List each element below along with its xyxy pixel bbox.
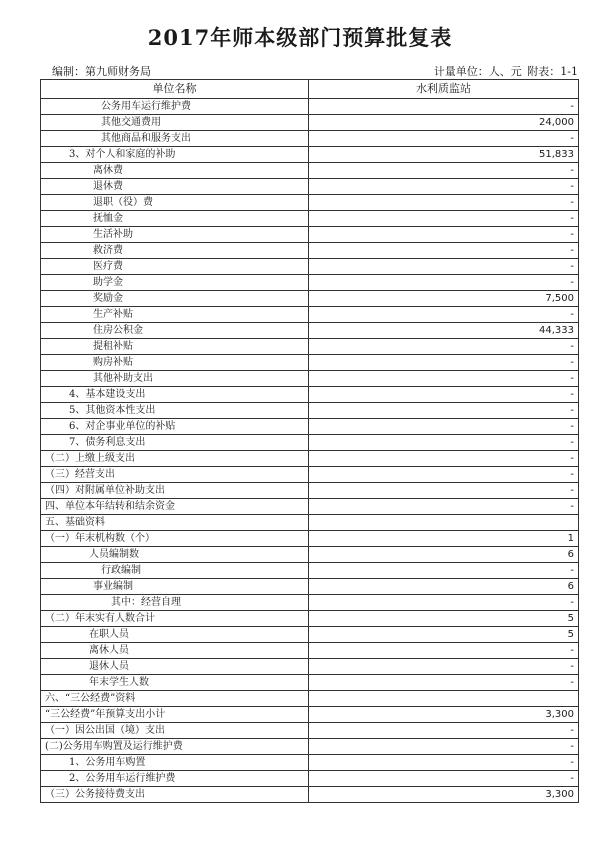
row-label: 生活补助: [41, 227, 309, 243]
row-value: -: [309, 131, 579, 147]
table-header-row: [41, 80, 579, 99]
row-value: 3,300: [309, 787, 579, 803]
row-label: （二）年末实有人数合计: [41, 611, 309, 627]
row-value: -: [309, 211, 579, 227]
row-value: 44,333: [309, 323, 579, 339]
table-row: [41, 723, 579, 739]
row-label: （三）经营支出: [41, 467, 309, 483]
row-value: [309, 515, 579, 531]
table-row: [41, 403, 579, 419]
table-row: [41, 147, 579, 163]
row-value: -: [309, 643, 579, 659]
column-header-name: 单位名称: [41, 80, 309, 99]
table-row: [41, 611, 579, 627]
table-row: [41, 467, 579, 483]
row-value: -: [309, 163, 579, 179]
row-label: 其他补助支出: [41, 371, 309, 387]
table-row: [41, 211, 579, 227]
row-value: 5: [309, 611, 579, 627]
table-row: [41, 195, 579, 211]
table-row: [41, 259, 579, 275]
table-row: [41, 659, 579, 675]
row-value: -: [309, 355, 579, 371]
row-label: 退休人员: [41, 659, 309, 675]
row-label: 7、债务利息支出: [41, 435, 309, 451]
row-value: -: [309, 387, 579, 403]
row-label: 提租补贴: [41, 339, 309, 355]
table-row: [41, 691, 579, 707]
row-label: 其他商品和服务支出: [41, 131, 309, 147]
page-title: 2017年师本级部门预算批复表: [147, 25, 453, 50]
row-label: 其他交通费用: [41, 115, 309, 131]
row-label: （三）公务接待费支出: [41, 787, 309, 803]
row-value: -: [309, 99, 579, 115]
table-row: [41, 627, 579, 643]
row-value: -: [309, 595, 579, 611]
row-value: -: [309, 307, 579, 323]
row-label: 4、基本建设支出: [41, 387, 309, 403]
row-label: 五、基础资料: [41, 515, 309, 531]
row-label: 退职（役）费: [41, 195, 309, 211]
table-row: [41, 755, 579, 771]
row-label: 人员编制数: [41, 547, 309, 563]
row-value: 1: [309, 531, 579, 547]
table-row: [41, 515, 579, 531]
table-row: [41, 771, 579, 787]
row-label: 其中：经营自理: [41, 595, 309, 611]
compiler-label: 编制：第九师财务局: [52, 65, 151, 78]
row-label: 公务用车运行维护费: [41, 99, 309, 115]
row-label: 奖励金: [41, 291, 309, 307]
table-row: [41, 595, 579, 611]
row-label: 在职人员: [41, 627, 309, 643]
table-row: [41, 499, 579, 515]
row-label: 生产补贴: [41, 307, 309, 323]
row-value: 3,300: [309, 707, 579, 723]
table-row: [41, 99, 579, 115]
row-value: 51,833: [309, 147, 579, 163]
table-row: [41, 707, 579, 723]
row-label: 行政编制: [41, 563, 309, 579]
table-row: [41, 115, 579, 131]
row-value: -: [309, 467, 579, 483]
row-value: -: [309, 227, 579, 243]
row-label: 年末学生人数: [41, 675, 309, 691]
table-row: [41, 563, 579, 579]
row-label: 1、公务用车购置: [41, 755, 309, 771]
row-value: -: [309, 755, 579, 771]
row-label: （四）对附属单位补助支出: [41, 483, 309, 499]
row-label: 退休费: [41, 179, 309, 195]
table-row: [41, 387, 579, 403]
table-row: [41, 339, 579, 355]
table-row: [41, 643, 579, 659]
row-label: （一）年末机构数（个）: [41, 531, 309, 547]
row-label: 救济费: [41, 243, 309, 259]
table-row: [41, 163, 579, 179]
row-value: -: [309, 675, 579, 691]
row-label: 助学金: [41, 275, 309, 291]
row-label: 购房补贴: [41, 355, 309, 371]
row-label: 离休费: [41, 163, 309, 179]
table-row: [41, 787, 579, 803]
row-label: 离休人员: [41, 643, 309, 659]
table-row: [41, 531, 579, 547]
table-row: [41, 579, 579, 595]
table-row: [41, 435, 579, 451]
row-label: （二）上缴上级支出: [41, 451, 309, 467]
row-label: “三公经费”年预算支出小计: [41, 707, 309, 723]
budget-table: [40, 79, 579, 803]
row-label: 事业编制: [41, 579, 309, 595]
row-value: 24,000: [309, 115, 579, 131]
row-value: -: [309, 403, 579, 419]
row-value: -: [309, 563, 579, 579]
row-value: -: [309, 771, 579, 787]
row-value: -: [309, 339, 579, 355]
row-value: -: [309, 451, 579, 467]
row-label: 医疗费: [41, 259, 309, 275]
table-row: [41, 291, 579, 307]
row-value: -: [309, 195, 579, 211]
row-label: 住房公积金: [41, 323, 309, 339]
table-row: [41, 483, 579, 499]
row-value: -: [309, 243, 579, 259]
row-value: -: [309, 723, 579, 739]
row-value: -: [309, 179, 579, 195]
row-label: 3、对个人和家庭的补助: [41, 147, 309, 163]
row-value: -: [309, 659, 579, 675]
table-row: [41, 419, 579, 435]
row-label: 5、其他资本性支出: [41, 403, 309, 419]
row-label: （一）因公出国（境）支出: [41, 723, 309, 739]
table-row: [41, 451, 579, 467]
row-value: 6: [309, 547, 579, 563]
row-value: 5: [309, 627, 579, 643]
unit-info: 计量单位：人、元 附表：1-1: [433, 65, 578, 78]
row-label: 抚恤金: [41, 211, 309, 227]
row-value: 6: [309, 579, 579, 595]
table-row: [41, 739, 579, 755]
row-value: -: [309, 275, 579, 291]
column-header-value: 水利质监站: [309, 80, 579, 99]
row-label: 四、单位本年结转和结余资金: [41, 499, 309, 515]
table-row: [41, 227, 579, 243]
table-row: [41, 547, 579, 563]
table-row: [41, 307, 579, 323]
row-label: 2、公务用车运行维护费: [41, 771, 309, 787]
row-value: -: [309, 739, 579, 755]
table-body: [41, 99, 579, 803]
table-row: [41, 355, 579, 371]
row-value: -: [309, 371, 579, 387]
row-value: -: [309, 419, 579, 435]
table-row: [41, 131, 579, 147]
table-row: [41, 243, 579, 259]
table-row: [41, 675, 579, 691]
row-value: -: [309, 483, 579, 499]
row-label: 六、“三公经费”资料: [41, 691, 309, 707]
row-value: -: [309, 435, 579, 451]
row-value: -: [309, 499, 579, 515]
row-label: 6、对企事业单位的补贴: [41, 419, 309, 435]
row-value: -: [309, 259, 579, 275]
table-row: [41, 323, 579, 339]
row-label: (二)公务用车购置及运行维护费: [41, 739, 309, 755]
row-value: 7,500: [309, 291, 579, 307]
table-row: [41, 371, 579, 387]
table-row: [41, 275, 579, 291]
table-row: [41, 179, 579, 195]
row-value: [309, 691, 579, 707]
